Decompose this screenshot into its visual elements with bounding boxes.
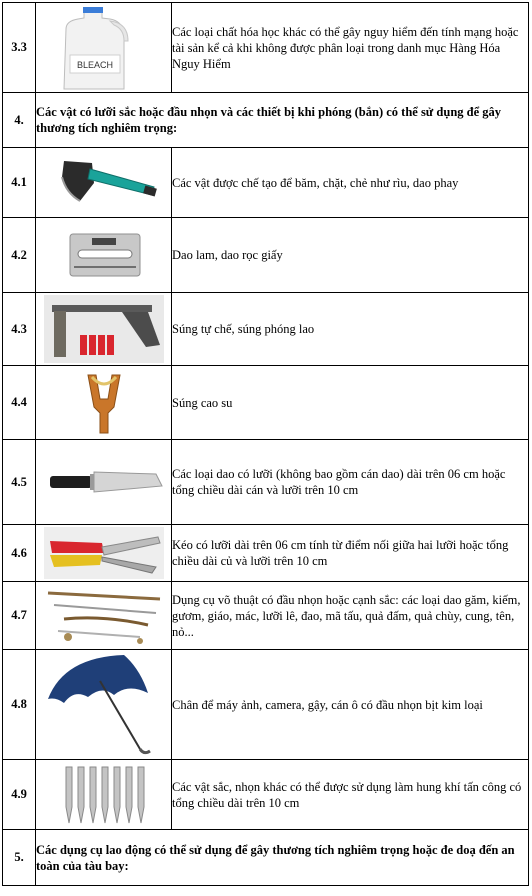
- row-text: Dụng cụ võ thuật có đầu nhọn hoặc cạnh sắc: các loại dao găm, kiếm, gươm, giáo, mác, lưỡi lê, đao, mã tấu, quả đấm, quả chùy, cung, tên, nỏ...: [172, 582, 529, 650]
- martial-arts-weapons-image: [44, 585, 164, 647]
- knife-image: [44, 452, 164, 512]
- umbrella-image: [44, 653, 164, 757]
- section-row: [3, 830, 529, 886]
- slingshot-image: [44, 369, 164, 437]
- table-row: [3, 366, 529, 440]
- table-row: [3, 3, 529, 93]
- row-number: 4.5: [3, 440, 36, 525]
- scissors-image: [44, 527, 164, 579]
- row-number: 4.8: [3, 650, 36, 760]
- row-text: Các loại chất hóa học khác có thể gây nguy hiểm đến tính mạng hoặc tài sản kể cả khi không được phân loại trong danh mục Hàng Hóa Nguy Hiểm: [172, 3, 529, 93]
- row-number: 4.2: [3, 218, 36, 293]
- section-number: 5.: [3, 830, 36, 886]
- row-text: Dao lam, dao rọc giấy: [172, 218, 529, 293]
- bottle-label: BLEACH: [76, 59, 113, 70]
- row-number: 4.6: [3, 525, 36, 582]
- row-number: 3.3: [3, 3, 36, 93]
- row-number: 4.1: [3, 148, 36, 218]
- bleach-bottle-image: [44, 5, 164, 91]
- table-row: [3, 148, 529, 218]
- row-text: Súng cao su: [172, 366, 529, 440]
- razor-blade-image: [44, 222, 164, 288]
- table-row: [3, 650, 529, 760]
- prohibited-items-table: [2, 2, 529, 886]
- section-heading: Các vật có lưỡi sắc hoặc đầu nhọn và các thiết bị khi phóng (bắn) có thể sử dụng để gây thương tích nghiêm trọng:: [36, 93, 529, 148]
- table-row: [3, 760, 529, 830]
- row-text: Súng tự chế, súng phóng lao: [172, 293, 529, 366]
- table-row: [3, 440, 529, 525]
- table-row: [3, 293, 529, 366]
- row-text: Kéo có lưỡi dài trên 06 cm tính từ điểm nối giữa hai lưỡi hoặc tổng chiều dài củ và lưỡi trên 10 cm: [172, 525, 529, 582]
- table-row: [3, 582, 529, 650]
- row-text: Chân để máy ảnh, camera, gậy, cán ô có đầu nhọn bịt kim loại: [172, 650, 529, 760]
- row-text: Các loại dao có lưỡi (không bao gồm cán dao) dài trên 06 cm hoặc tổng chiều dài cán và lưỡi trên 10 cm: [172, 440, 529, 525]
- row-text: Các vật sắc, nhọn khác có thể được sử dụng làm hung khí tấn công có tổng chiều dài trên 10 cm: [172, 760, 529, 830]
- row-number: 4.7: [3, 582, 36, 650]
- section-row: [3, 93, 529, 148]
- section-heading: Các dụng cụ lao động có thể sử dụng để gây thương tích nghiêm trọng hoặc đe doạ đến an toàn của tàu bay:: [36, 830, 529, 886]
- section-number: 4.: [3, 93, 36, 148]
- homemade-gun-image: [44, 295, 164, 363]
- row-number: 4.9: [3, 760, 36, 830]
- row-number: 4.3: [3, 293, 36, 366]
- axe-image: [44, 153, 164, 213]
- engraving-bits-image: [44, 763, 164, 827]
- row-number: 4.4: [3, 366, 36, 440]
- table-row: [3, 218, 529, 293]
- table-row: [3, 525, 529, 582]
- row-text: Các vật được chế tạo để băm, chặt, chẻ như rìu, dao phay: [172, 148, 529, 218]
